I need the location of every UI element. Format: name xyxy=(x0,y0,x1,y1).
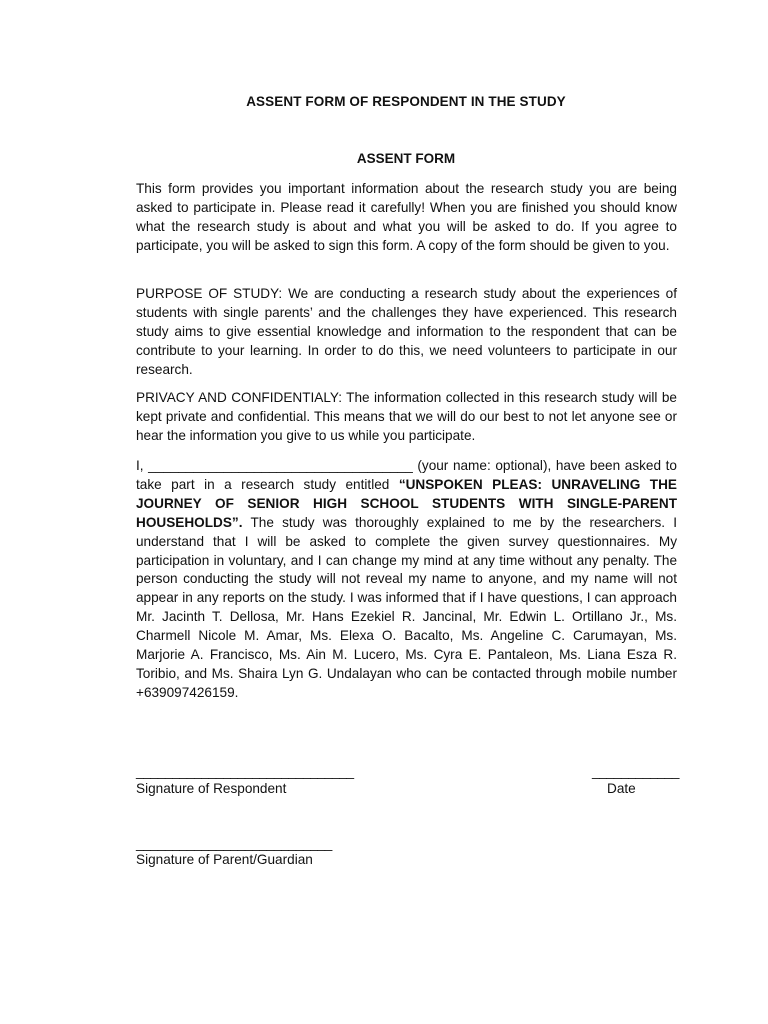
respondent-signature-line: ______________________________ xyxy=(136,764,354,779)
purpose-paragraph: PURPOSE OF STUDY: We are conducting a research study about the experiences of students with single parents’ and the challenges they have experienced. This research study aims to give essential knowledge and information to the respondent that can be contribute to your learning. In order to do this, we need volunteers to participate in our research. xyxy=(136,286,677,377)
consent-statement-start: I, ___________________________________ (your name: optional), have been asked to take part in a research study entitled xyxy=(136,458,677,492)
privacy-paragraph: PRIVACY AND CONFIDENTIALY: The information collected in this research study will be kept private and confidential. This means that we will do our best to not let anyone see or hear the information you give to us while you participate. xyxy=(136,390,677,443)
respondent-signature-label: Signature of Respondent xyxy=(136,781,287,796)
guardian-signature-line: ___________________________ xyxy=(136,836,333,851)
date-label: Date xyxy=(607,781,636,796)
consent-statement-rest: The study was thoroughly explained to me by the researchers. I understand that I will be asked to complete the given survey questionnaires. My participation in voluntary, and I can change my mind at any time without any penalty. The person conducting the study will not reveal my name to anyone, and my name will not appear in any reports on the study. I was informed that if I have questions, I can approach Mr. Jacinth T. Dellosa, Mr. Hans Ezekiel R. Jancinal, Mr. Edwin L. Ortillano Jr., Ms. Charmell Nicole M. Amar, Ms. Elexa O. Bacalto, Ms. Angeline C. Carumayan, Ms. Marjorie A. Francisco, Ms. Ain M. Lucero, Ms. Cyra E. Pantaleon, Ms. Liana Esza R. Toribio, and Ms. Shaira Lyn G. Undalayan who can be contacted through mobile number +639097426159. xyxy=(136,514,677,700)
form-title: ASSENT FORM xyxy=(356,151,456,166)
document-title: ASSENT FORM OF RESPONDENT IN THE STUDY xyxy=(246,94,566,109)
study-title: “UNSPOKEN PLEAS: UNRAVELING THE JOURNEY OF SENIOR HIGH SCHOOL STUDENTS WITH SINGLE-PARENT HOUSEHOLDS”. xyxy=(136,476,677,530)
date-line: ____________ xyxy=(592,764,680,779)
intro-paragraph: This form provides you important information about the research study you are being asked to participate in. Please read it carefully! When you are finished you should know what the research study is about and what you will be asked to do. If you agree to participate, you will be asked to sign this form. A copy of the form should be given to you. xyxy=(136,181,677,253)
consent-paragraph xyxy=(136,457,677,703)
guardian-signature-label: Signature of Parent/Guardian xyxy=(136,852,313,867)
